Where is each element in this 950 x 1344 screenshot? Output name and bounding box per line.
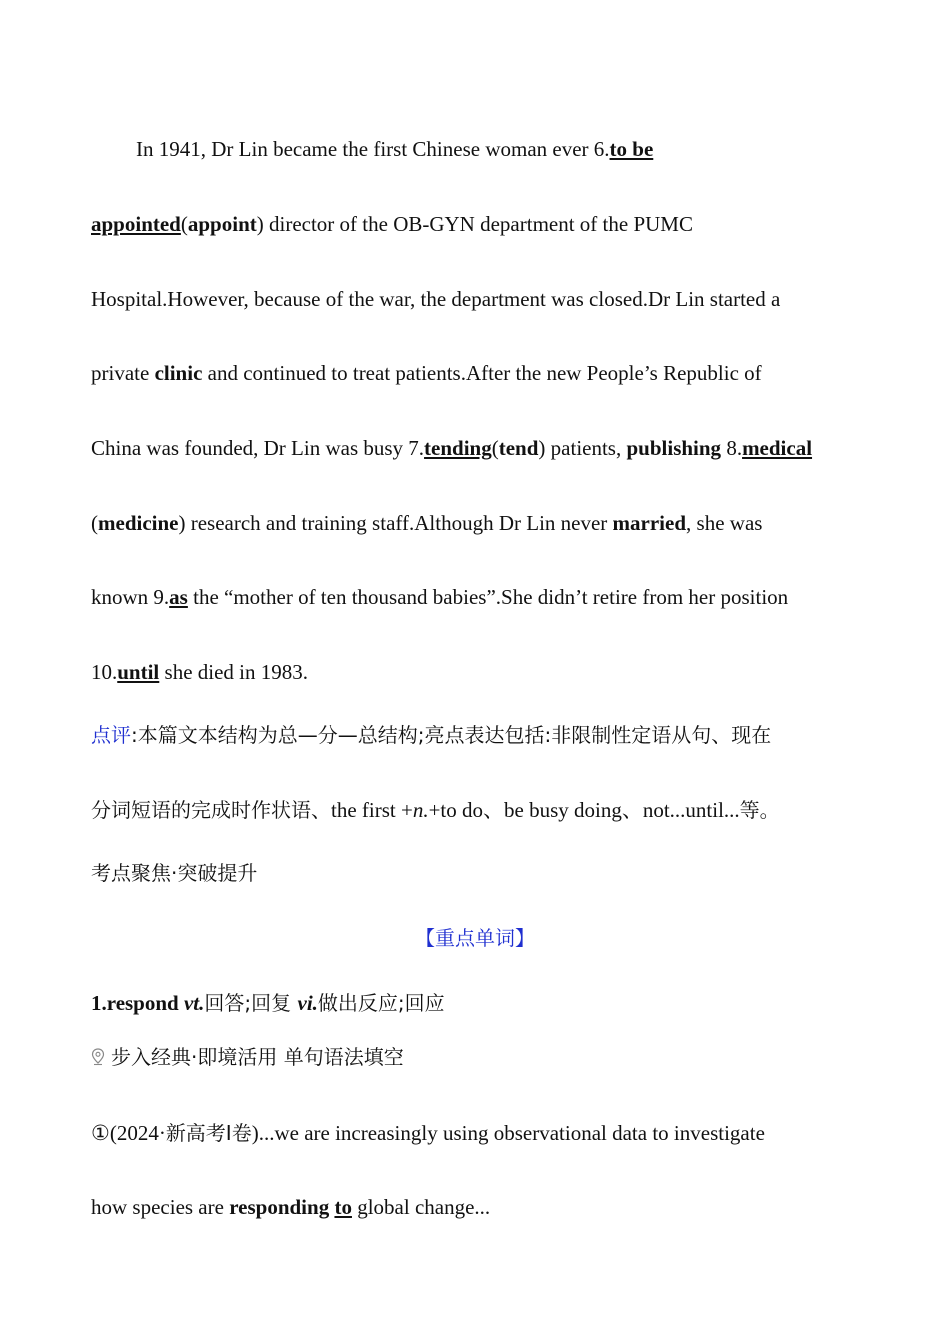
exercise-label-line: 步入经典·即境活用 单句语法填空 — [91, 1043, 404, 1073]
passage-line-8: 10.until she died in 1983. — [91, 660, 309, 684]
vocab-heading: 【重点单词】 — [415, 926, 535, 950]
key-word: married — [612, 511, 687, 535]
vocab-entry: 1.respond vt.回答;回复 vi.做出反应;回应 — [91, 991, 445, 1015]
answer-blank: to — [334, 1195, 352, 1219]
passage-line-4: private clinic and continued to treat patients.After the new People’s Republic of — [91, 361, 762, 385]
comment-line-1: 点评:本篇文本结构为总—分—总结构;亮点表达包括:非限制性定语从句、现在 — [91, 723, 772, 747]
example-line-1: ①(2024·新高考Ⅰ卷)...we are increasingly using observational data to investigate — [91, 1121, 765, 1145]
answer-9: as — [169, 585, 188, 609]
answer-10: until — [117, 660, 160, 684]
section-title: 考点聚焦·突破提升 — [91, 861, 258, 885]
key-word: clinic — [154, 361, 203, 385]
passage-line-6: (medicine) research and training staff.Although Dr Lin never married, she was — [91, 511, 763, 535]
key-word: publishing — [626, 436, 722, 460]
answer-7: tending — [424, 436, 492, 460]
passage-line-5: China was founded, Dr Lin was busy 7.tending(tend) patients, publishing 8.medical — [91, 436, 813, 460]
passage-line-7: known 9.as the “mother of ten thousand babies”.She didn’t retire from her position — [91, 585, 789, 609]
hint-word: appoint — [187, 212, 257, 236]
location-pin-icon — [91, 1045, 105, 1073]
hint-word: tend — [498, 436, 539, 460]
answer-6: to be — [609, 137, 654, 161]
answer-8: medical — [742, 436, 813, 460]
hint-word: medicine — [98, 511, 179, 535]
passage-line-3: Hospital.However, because of the war, the department was closed.Dr Lin started a — [91, 287, 781, 311]
comment-line-2: 分词短语的完成时作状语、the first +n.+to do、be busy doing、not...until...等。 — [91, 798, 780, 822]
comment-label: 点评 — [91, 723, 131, 747]
passage-line-1: In 1941, Dr Lin became the first Chinese woman ever 6.to be — [136, 137, 654, 161]
example-line-2: how species are responding to global change... — [91, 1195, 491, 1219]
passage-line-2: appointed(appoint) director of the OB-GYN department of the PUMC — [91, 212, 693, 236]
answer-6-cont: appointed — [91, 212, 181, 236]
